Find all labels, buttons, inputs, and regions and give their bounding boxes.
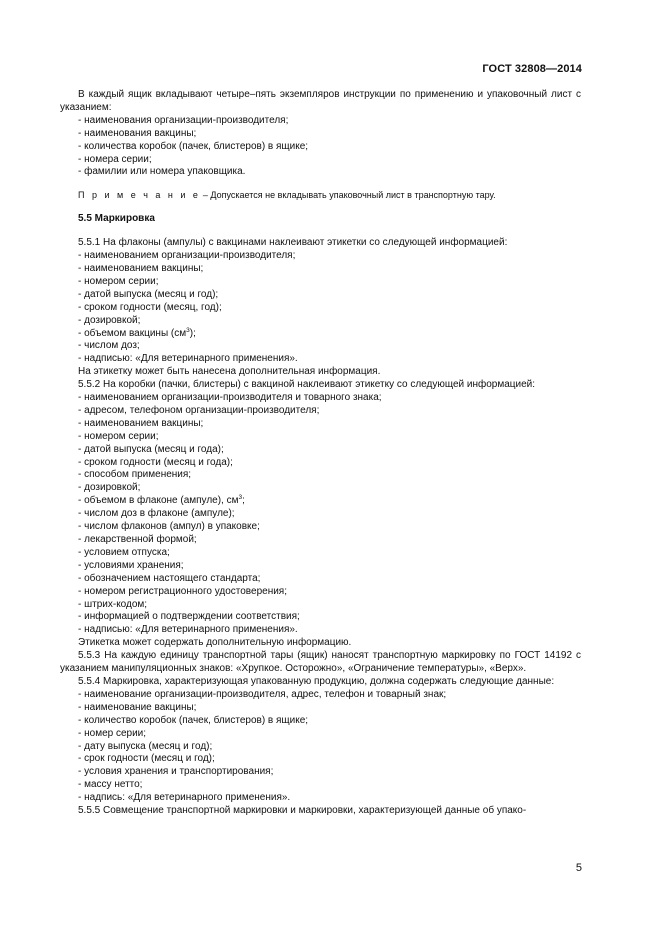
list-item: - числом доз; [78,340,140,352]
list-item: - номер серии; [78,727,147,739]
paragraph-5-5-3: 5.5.3 На каждую единицу транспортной тары (ящик) наносят транспортную маркировку по ГОСТ 14192 с указанием манипуляционных знаков: «Хрупкое. Осторожно», «Ограничение температуры», «Верх». [60,650,581,675]
paragraph-5-5-2: 5.5.2 На коробки (пачки, блистеры) с вакциной наклеивают этикетку со следующей информацией: [78,379,536,391]
list-item: - наименования вакцины; [78,127,197,139]
paragraph-5-5-4: 5.5.4 Маркировка, характеризующая упакованную продукцию, должна содержать следующие данные: [78,675,555,687]
paragraph-5-5-2-after: Этикетка может содержать дополнительную информацию. [78,637,352,649]
intro-paragraph: В каждый ящик вкладывают четыре–пять экземпляров инструкции по применению и упаковочный лист с указанием: [60,89,581,113]
list-item: - количество коробок (пачек, блистеров) в ящике; [78,714,309,726]
list-item: - наименованием вакцины; [78,262,204,274]
list-5-5-4 [60,689,581,805]
list-item [60,495,581,508]
list-item: - наименованием вакцины; [78,417,204,429]
intro-list [60,115,581,180]
note-text: – Допускается не вкладывать упаковочный лист в транспортную тару. [200,190,496,201]
list-item: - условиями хранения; [78,559,184,571]
list-item: - срок годности (месяц и год); [78,753,215,765]
list-item: - надписью: «Для ветеринарного применения». [78,624,298,636]
list-item: - датой выпуска (месяц и год); [78,288,219,300]
list-item: - надписью: «Для ветеринарного применения». [78,353,298,365]
list-item: - дату выпуска (месяц и год); [78,740,213,752]
paragraph-5-5-5: 5.5.5 Совмещение транспортной маркировки и маркировки, характеризующей данные об упако- [78,805,527,817]
list-item: - штрих-кодом; [78,598,148,610]
note [60,189,581,202]
list-item: - лекарственной формой; [78,534,197,545]
superscript: 3 [238,494,243,502]
list-item: - фамилии или номера упаковщика. [78,166,246,178]
list-item: - адресом, телефоном организации-производителя; [78,404,320,416]
volume-text: - объемом вакцины (см [78,327,187,339]
list-item: - надпись: «Для ветеринарного применения». [78,792,291,804]
list-item: - номером серии; [78,275,159,287]
list-item: - массу нетто; [78,779,143,791]
list-item: - количества коробок (пачек, блистеров) в ящике; [78,140,309,152]
list-5-5-1 [60,250,581,366]
volume-suffix: ); [189,327,196,339]
volume-suffix: ; [242,495,245,507]
list-item: - наименование вакцины; [78,701,197,713]
list-item: - сроком годности (месяц, год); [78,301,222,313]
note-label: П р и м е ч а н и е [78,190,201,201]
list-item: - сроком годности (месяц и года); [78,456,233,468]
list-item: - условия хранения и транспортирования; [78,766,274,778]
list-item [60,328,581,341]
list-item: - датой выпуска (месяц и года); [78,443,224,455]
list-item: - номером серии; [78,430,159,442]
document-body [60,89,581,818]
paragraph-5-5-1: 5.5.1 На флаконы (ампулы) с вакцинами наклеивают этикетки со следующей информацией: [78,237,508,249]
paragraph-5-5-1-after: На этикетку может быть нанесена дополнительная информация. [78,366,381,378]
list-item: - наименованием организации-производителя; [78,250,296,262]
list-item: - обозначением настоящего стандарта; [78,572,261,584]
list-item: - условием отпуска; [78,546,170,558]
list-item: - наименование организации-производителя, адрес, телефон и товарный знак; [78,688,447,700]
list-item: - числом флаконов (ампул) в упаковке; [78,521,260,533]
list-item: - наименованием организации-производителя и товарного знака; [78,392,382,404]
section-title: 5.5 Маркировка [78,213,155,225]
standard-designation: ГОСТ 32808—2014 [482,63,582,75]
superscript: 3 [186,326,190,334]
list-item: - способом применения; [78,469,192,481]
list-item: - дозировкой; [78,482,141,494]
list-item: - информацией о подтверждении соответствия; [78,611,300,623]
volume-text: - объемом в флаконе (ампуле), см [78,495,239,507]
list-item: - номера серии; [78,153,152,165]
list-item: - дозировкой; [78,314,141,326]
list-item: - числом доз в флаконе (ампуле); [78,508,235,520]
list-5-5-2 [60,392,581,637]
list-item: - номером регистрационного удостоверения; [78,585,287,597]
list-item: - наименования организации-производителя; [78,114,289,126]
page-number: 5 [575,862,582,874]
